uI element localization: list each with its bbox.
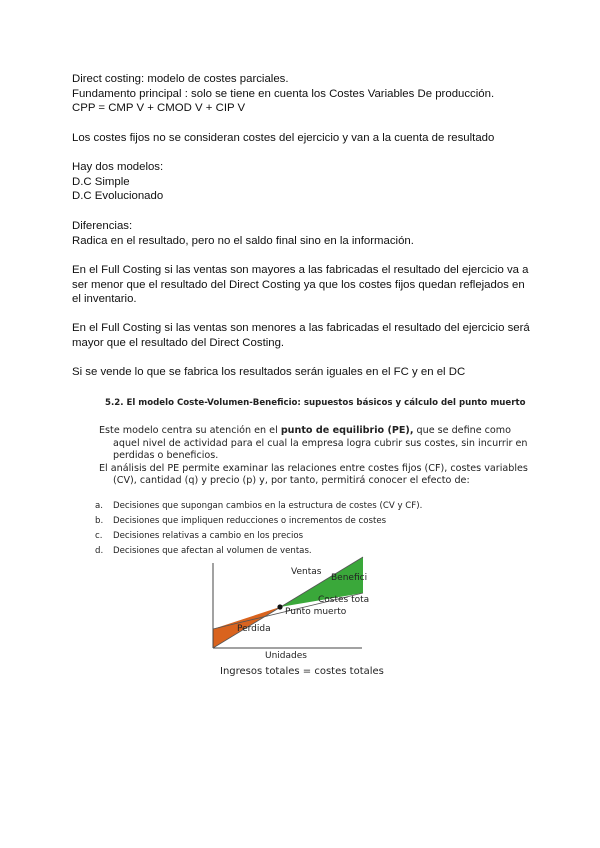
fc-less-line-1: En el Full Costing si las ventas son menores a las fabricadas el resultado del ejercicio será — [72, 322, 530, 334]
punto-equilibrio-bold: punto de equilibrio (PE), — [280, 425, 414, 436]
label-unidades: Unidades — [265, 651, 307, 661]
intro-line-4: El análisis del PE permite examinar las relaciones entre costes fijos (CF), costes variables — [99, 462, 528, 474]
list-text: Decisiones que afectan al volumen de ventas. — [113, 546, 312, 556]
model-simple: D.C Simple — [72, 175, 130, 188]
direct-costing-definition: Direct costing: modelo de costes parciales. — [72, 73, 289, 85]
intro-line-2: aquel nivel de actividad para el cual la empresa logra cubrir sus costes, sin incurrir en — [113, 437, 528, 449]
label-costes-totales: Costes tota — [318, 595, 370, 605]
differences-text: Radica en el resultado, pero no el saldo final sino en la información. — [72, 234, 414, 247]
list-letter: b. — [95, 516, 104, 526]
label-ventas: Ventas — [291, 567, 322, 577]
intro-text-b: que se define como — [413, 425, 512, 436]
label-punto-muerto: Punto muerto — [285, 607, 347, 617]
differences-heading: Diferencias: — [72, 220, 133, 232]
intro-line-5: (CV), cantidad (q) y precio (p) y, por tanto, permitirá conocer el efecto de: — [113, 475, 470, 486]
model-evolucionado: D.C Evolucionado — [72, 190, 164, 203]
list-letter: d. — [95, 546, 104, 556]
list-text: Decisiones que supongan cambios en la estructura de costes (CV y CF). — [113, 501, 423, 511]
list-letter: c. — [95, 531, 103, 541]
fc-more-line-1: En el Full Costing si las ventas son mayores a las fabricadas el resultado del ejercicio va a — [72, 264, 529, 276]
label-benefici: Benefici — [331, 573, 368, 583]
fixed-costs-text: Los costes fijos no se consideran costes del ejercicio y van a la cuenta de resultado — [72, 132, 495, 144]
intro-line-3: perdidas o beneficios. — [113, 450, 219, 461]
equal-results-text: Si se vende lo que se fabrica los resultados serán iguales en el FC y en el DC — [72, 366, 466, 378]
fc-less-line-2: mayor que el resultado del Direct Costing. — [72, 336, 285, 349]
list-text: Decisiones relativas a cambio en los precios — [113, 531, 304, 541]
section-title: 5.2. El modelo Coste-Volumen-Beneficio: supuestos básicos y cálculo del punto muerto — [105, 398, 526, 408]
intro-text-a: Este modelo centra su atención en el — [99, 425, 281, 436]
label-perdida: Perdida — [237, 624, 271, 634]
list-text: Decisiones que impliquen reducciones o incrementos de costes — [113, 516, 387, 526]
cpp-formula: CPP = CMP V + CMOD V + CIP V — [72, 102, 246, 115]
fc-more-line-3: el inventario. — [72, 293, 137, 306]
list-letter: a. — [95, 501, 103, 511]
diagram-caption: Ingresos totales = costes totales — [220, 666, 384, 677]
punto-muerto-marker — [277, 604, 282, 609]
fc-more-line-2: ser menor que el resultado del Direct Costing ya que los costes fijos quedan reflejados en — [72, 278, 525, 291]
fundamento-principal: Fundamento principal : solo se tiene en cuenta los Costes Variables De producción. — [72, 87, 495, 100]
models-heading: Hay dos modelos: — [72, 161, 164, 173]
